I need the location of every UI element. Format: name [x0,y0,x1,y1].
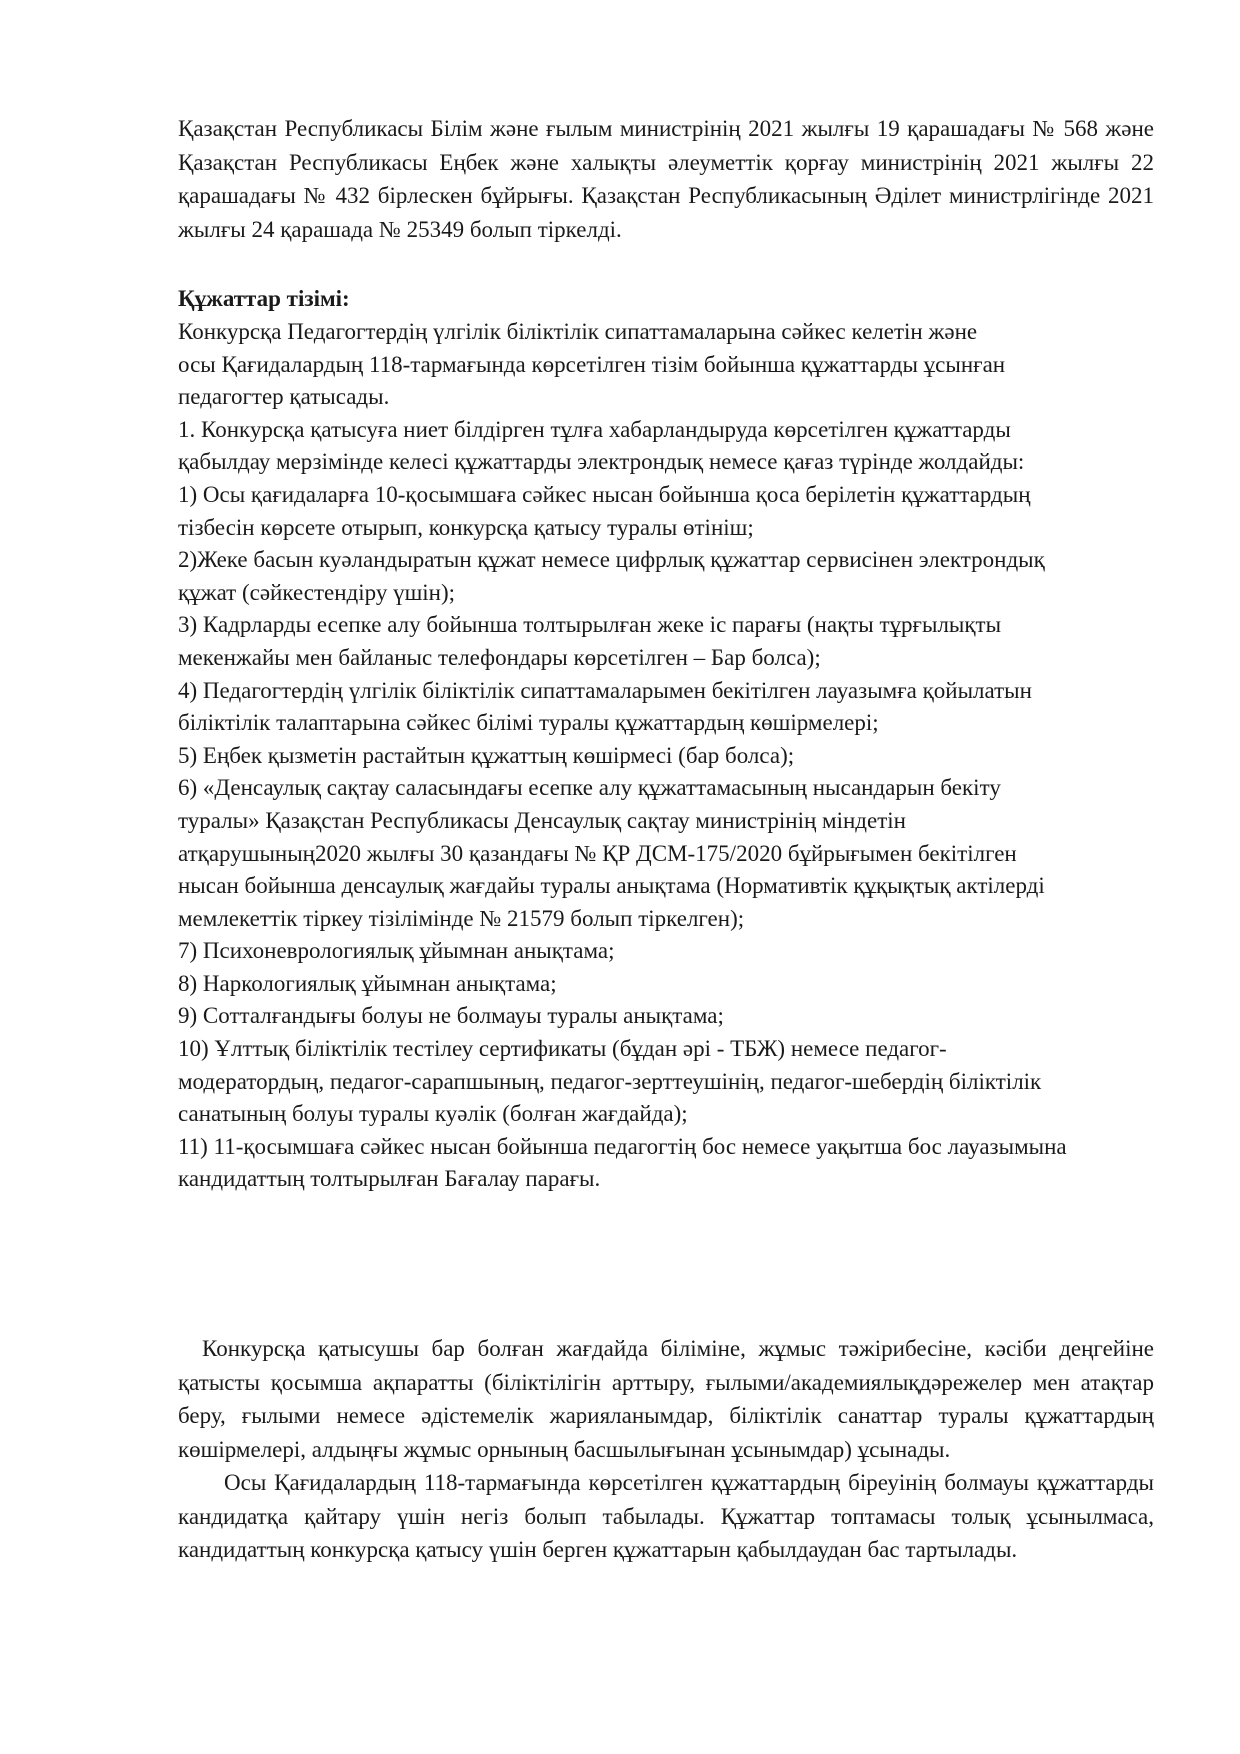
list-line: туралы» Қазақстан Республикасы Денсаулық сақтау министрінің міндетін [178,807,906,833]
closing-section [178,1332,1154,1567]
list-line: 8) Наркологиялық ұйымнан анықтама; [178,970,557,996]
list-line: Конкурсқа Педагогтердің үлгілік біліктілік сипаттамаларына сәйкес келетін және [178,319,978,344]
intro-paragraph: Қазақстан Республикасы Білім және ғылым министрінің 2021 жылғы 19 қарашадағы № 568 және Қазақстан Республикасы Еңбек және халықты әлеуметтік қорғау министрінің 2021 жылғы 22 қарашадағы № 432 бірлескен бұйрығы. Қазақстан Республикасының Әділет министрлігінде 2021 жылғы 24 қарашада № 25349 болып тіркелді. [178,116,1154,242]
documents-list-heading: Құжаттар тізімі: [178,286,350,311]
list-line: 4) Педагогтердің үлгілік біліктілік сипаттамаларымен бекітілген лауазымға қойылатын [178,677,1032,703]
list-line: 1. Конкурсқа қатысуға ниет білдірген тұлға хабарландыруда көрсетілген құжаттарды [178,416,1011,442]
list-line: 3) Кадрларды есепке алу бойынша толтырылған жеке іс парағы (нақты тұрғылықты [178,612,1002,638]
list-line: құжат (сәйкестендіру үшін); [178,579,456,605]
list-line: 10) Ұлттық біліктілік тестілеу сертификаты (бұдан әрі - ТБЖ) немесе педагог- [178,1036,947,1062]
list-line: мекенжайы мен байланыс телефондары көрсетілген – Бар болса); [178,644,821,670]
list-line: 5) Еңбек қызметін растайтын құжаттың көшірмесі (бар болса); [178,742,795,768]
closing-paragraph-rejection: Осы Қағидалардың 118-тармағында көрсетілген құжаттардың біреуінің болмауы құжаттарды кандидатқа қайтару үшін негіз болып табылады. Құжаттар топтамасы толық ұсынылмаса, кандидаттың конкурсқа қатысу үшін берген құжаттарын қабылдаудан бас тартылады. [178,1470,1154,1562]
list-line: 2)Жеке басын куәландыратын құжат немесе цифрлық құжаттар сервисінен электрондық [178,547,1045,573]
list-line: мемлекеттік тіркеу тізілімінде № 21579 болып тіркелген); [178,905,745,931]
list-line: 6) «Денсаулық сақтау саласындағы есепке алу құжаттамасының нысандарын бекіту [178,775,1001,801]
list-line: біліктілік талаптарына сәйкес білімі туралы құжаттардың көшірмелері; [178,710,879,736]
list-line: модератордың, педагог-сарапшының, педагог-зерттеушінің, педагог-шебердің біліктілік [178,1068,1042,1094]
list-line: педагогтер қатысады. [178,384,390,410]
list-line: кандидаттың толтырылған Бағалау парағы. [178,1166,601,1192]
list-line: нысан бойынша денсаулық жағдайы туралы анықтама (Нормативтік құқықтық актілерді [178,873,1045,899]
list-line: 7) Психоневрологиялық ұйымнан анықтама; [178,938,615,964]
closing-paragraph-additional-info: Конкурсқа қатысушы бар болған жағдайда біліміне, жұмыс тәжірибесіне, кәсіби деңгейіне қатысты қосымша ақпаратты (біліктілігін арттыру, ғылыми/академиялықдәрежелер мен атақтар беру, ғылыми немесе әдістемелік жарияланымдар, біліктілік санаттар туралы құжаттардың көшірмелері, алдыңғы жұмыс орнының басшылығынан ұсынымдар) ұсынады. [178,1336,1154,1462]
list-line: санатының болуы туралы куәлік (болған жағдайда); [178,1101,688,1127]
list-line: атқарушының2020 жылғы 30 қазандағы № ҚР ДСМ-175/2020 бұйрығымен бекітілген [178,840,1017,866]
list-line: осы Қағидалардың 118-тармағында көрсетілген тізім бойынша құжаттарды ұсынған [178,351,1006,377]
list-line: 11) 11-қосымшаға сәйкес нысан бойынша педагогтің бос немесе уақытша бос лауазымына [178,1133,1067,1159]
list-line: тізбесін көрсете отырып, конкурсқа қатысу туралы өтініш; [178,514,754,540]
list-line: 1) Осы қағидаларға 10-қосымшаға сәйкес нысан бойынша қоса берілетін құжаттардың [178,481,1031,507]
list-line: қабылдау мерзімінде келесі құжаттарды электрондық немесе қағаз түрінде жолдайды: [178,449,1025,475]
list-line: 9) Сотталғандығы болуы не болмауы туралы анықтама; [178,1003,724,1029]
documents-list [178,316,1154,1196]
